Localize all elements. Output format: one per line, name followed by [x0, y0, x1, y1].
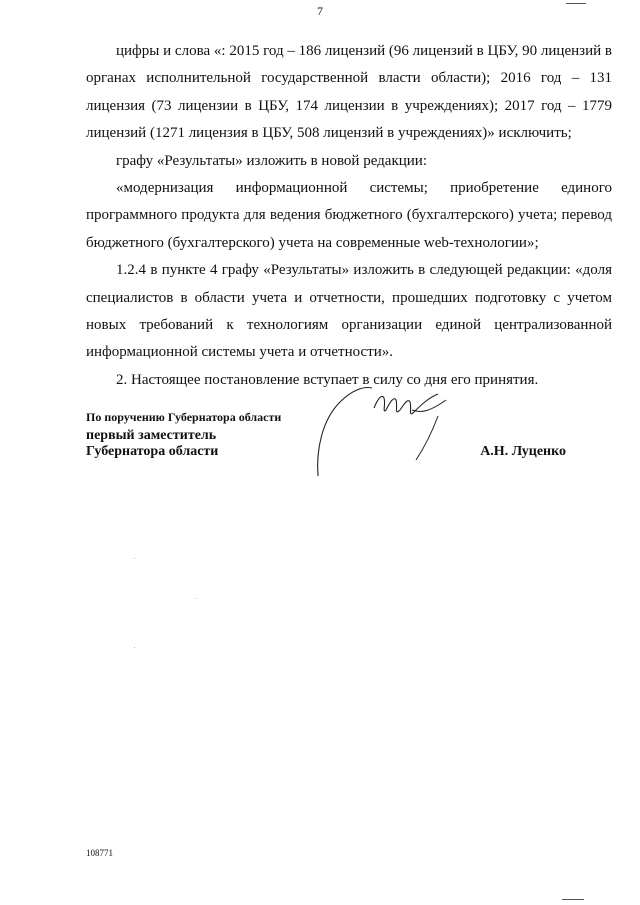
- corner-mark-top: [566, 3, 586, 4]
- scan-speck: [196, 598, 197, 599]
- scan-speck: [134, 647, 135, 648]
- signature-block: [86, 410, 612, 470]
- signature-title-line1: первый заместитель: [86, 428, 217, 443]
- paragraph-amendment-figures: цифры и слова «: 2015 год – 186 лицензий (96 лицензий в ЦБУ, 90 лицензий в органах исполнительной государственной власти области); 2016 год – 131 лицензия (73 лицензии в ЦБУ, 174 лицензии в учреждениях); 2017 год – 1779 лицензий (1271 лицензия в ЦБУ, 508 лицензий в учреждениях)» исключить;: [86, 43, 612, 142]
- document-code: 108771: [86, 848, 113, 858]
- signatory-name: А.Н. Луценко: [480, 444, 566, 459]
- page-number: 7: [317, 4, 323, 18]
- paragraph-results-intro: графу «Результаты» изложить в новой редакции:: [116, 152, 427, 169]
- document-body: [86, 38, 612, 394]
- signature-on-behalf: По поручению Губернатора области: [86, 410, 282, 424]
- corner-mark-bottom: [562, 899, 584, 900]
- paragraph-clause-1-2-4: 1.2.4 в пункте 4 графу «Результаты» изложить в следующей редакции: «доля специалистов в области учета и отчетности, прошедших подготовку с учетом новых требований к технологиям организации единой централизованной информационной системы учета и отчетности».: [86, 262, 612, 361]
- paragraph-effective-date: 2. Настоящее постановление вступает в силу со дня его принятия.: [116, 371, 539, 388]
- signature-title-line2: Губернатора области: [86, 444, 219, 459]
- paragraph-results-text: «модернизация информационной системы; приобретение единого программного продукта для ведения бюджетного (бухгалтерского) учета; перевод бюджетного (бухгалтерского) учета на современные web-технологии»;: [86, 180, 612, 251]
- scan-speck: [134, 558, 135, 559]
